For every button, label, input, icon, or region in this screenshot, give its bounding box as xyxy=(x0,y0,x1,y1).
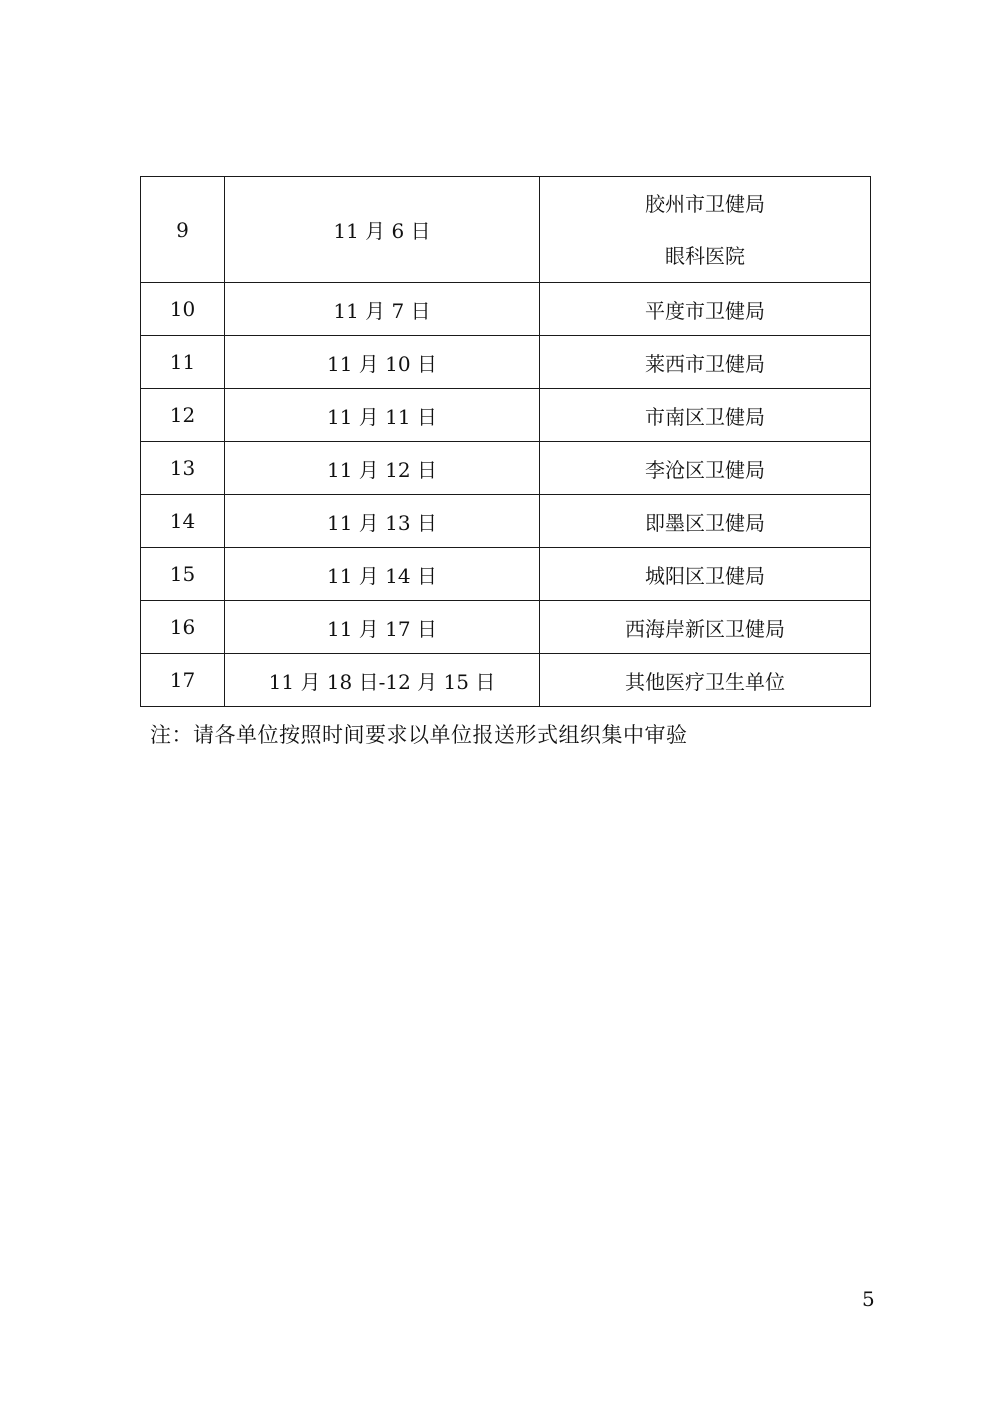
row-number: 15 xyxy=(141,548,225,601)
review-date: 11 月 12 日 xyxy=(225,442,540,495)
row-number: 14 xyxy=(141,495,225,548)
unit-name: 其他医疗卫生单位 xyxy=(540,654,871,707)
row-number: 13 xyxy=(141,442,225,495)
review-date: 11 月 14 日 xyxy=(225,548,540,601)
unit-name: 眼科医院 xyxy=(665,243,745,268)
table-row xyxy=(141,442,871,495)
review-date: 11 月 10 日 xyxy=(225,336,540,389)
review-date: 11 月 11 日 xyxy=(225,389,540,442)
unit-name: 城阳区卫健局 xyxy=(540,548,871,601)
table-row xyxy=(141,548,871,601)
unit-name: 西海岸新区卫健局 xyxy=(540,601,871,654)
table-row xyxy=(141,389,871,442)
review-date: 11 月 17 日 xyxy=(225,601,540,654)
table-row xyxy=(141,177,871,283)
row-number: 9 xyxy=(141,177,225,283)
unit-name: 市南区卫健局 xyxy=(540,389,871,442)
review-date: 11 月 18 日-12 月 15 日 xyxy=(225,654,540,707)
unit-name: 平度市卫健局 xyxy=(540,283,871,336)
schedule-table xyxy=(140,176,871,707)
row-number: 10 xyxy=(141,283,225,336)
row-number: 16 xyxy=(141,601,225,654)
row-number: 11 xyxy=(141,336,225,389)
row-number: 12 xyxy=(141,389,225,442)
unit-name: 胶州市卫健局 xyxy=(645,191,765,216)
page-number: 5 xyxy=(862,1287,875,1311)
unit-name: 李沧区卫健局 xyxy=(540,442,871,495)
table-row xyxy=(141,654,871,707)
table-note: 注：请各单位按照时间要求以单位报送形式组织集中审验 xyxy=(150,723,688,747)
table-row xyxy=(141,601,871,654)
table-row xyxy=(141,283,871,336)
table-row xyxy=(141,495,871,548)
review-date: 11 月 13 日 xyxy=(225,495,540,548)
unit-name: 即墨区卫健局 xyxy=(540,495,871,548)
unit-name: 莱西市卫健局 xyxy=(540,336,871,389)
unit-cell xyxy=(540,177,871,283)
table-row xyxy=(141,336,871,389)
row-number: 17 xyxy=(141,654,225,707)
review-date: 11 月 6 日 xyxy=(225,177,540,283)
review-date: 11 月 7 日 xyxy=(225,283,540,336)
